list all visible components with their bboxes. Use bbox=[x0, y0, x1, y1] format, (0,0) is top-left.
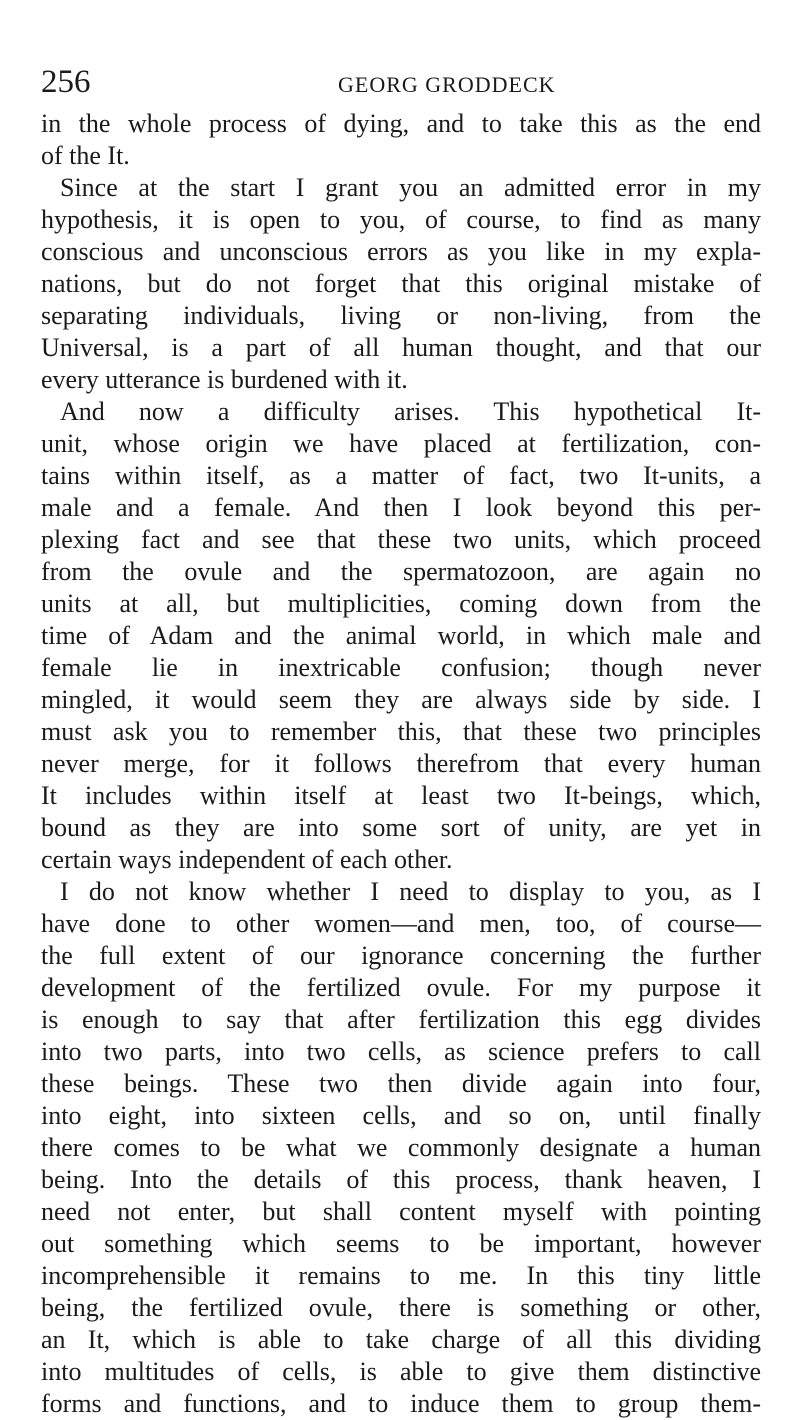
text-line: into multitudes of cells, is able to give them distinctive bbox=[41, 1357, 761, 1386]
text-line: of the It. bbox=[41, 141, 130, 170]
text-line: nations, but do not forget that this original mistake of bbox=[41, 269, 761, 298]
text-line: separating individuals, living or non-living, from the bbox=[41, 301, 761, 330]
body-text bbox=[41, 108, 761, 1420]
text-line: out something which seems to be important, however bbox=[41, 1229, 761, 1258]
text-line: need not enter, but shall content myself with pointing bbox=[41, 1197, 761, 1226]
text-line: incomprehensible it remains to me. In this tiny little bbox=[41, 1261, 761, 1290]
paragraph-start-line: And now a difficulty arises. This hypothetical It- bbox=[60, 397, 761, 426]
text-line: being. Into the details of this process, thank heaven, I bbox=[41, 1165, 761, 1194]
text-line: into eight, into sixteen cells, and so on, until finally bbox=[41, 1101, 761, 1130]
text-line: from the ovule and the spermatozoon, are again no bbox=[41, 557, 761, 586]
text-line: every utterance is burdened with it. bbox=[41, 365, 408, 394]
text-line: unit, whose origin we have placed at fertilization, con- bbox=[41, 429, 761, 458]
text-line: plexing fact and see that these two units, which proceed bbox=[41, 525, 761, 554]
text-line: forms and functions, and to induce them to group them- bbox=[41, 1389, 761, 1418]
text-line: mingled, it would seem they are always side by side. I bbox=[41, 685, 761, 714]
text-line: in the whole process of dying, and to take this as the end bbox=[41, 109, 761, 138]
text-line: the full extent of our ignorance concerning the further bbox=[41, 941, 761, 970]
paragraph-start-line: I do not know whether I need to display to you, as I bbox=[60, 877, 761, 906]
page-number: 256 bbox=[41, 64, 91, 100]
text-line: It includes within itself at least two It-beings, which, bbox=[41, 781, 761, 810]
text-line: have done to other women—and men, too, of course— bbox=[41, 909, 761, 938]
text-line: being, the fertilized ovule, there is something or other, bbox=[41, 1293, 761, 1322]
text-line: never merge, for it follows therefrom that every human bbox=[41, 749, 761, 778]
text-line: female lie in inextricable confusion; though never bbox=[41, 653, 761, 682]
text-line: male and a female. And then I look beyond this per- bbox=[41, 493, 761, 522]
text-line: these beings. These two then divide again into four, bbox=[41, 1069, 761, 1098]
text-line: into two parts, into two cells, as science prefers to call bbox=[41, 1037, 761, 1066]
text-line: conscious and unconscious errors as you like in my expla- bbox=[41, 237, 761, 266]
text-line: tains within itself, as a matter of fact, two It-units, a bbox=[41, 461, 761, 490]
text-line: hypothesis, it is open to you, of course, to find as many bbox=[41, 205, 761, 234]
text-line: time of Adam and the animal world, in which male and bbox=[41, 621, 761, 650]
text-line: an It, which is able to take charge of all this dividing bbox=[41, 1325, 761, 1354]
text-line: Universal, is a part of all human thought, and that our bbox=[41, 333, 761, 362]
text-line: is enough to say that after fertilization this egg divides bbox=[41, 1005, 761, 1034]
running-title: GEORG GRODDECK bbox=[338, 72, 556, 97]
running-head bbox=[41, 62, 761, 102]
text-line: must ask you to remember this, that these two principles bbox=[41, 717, 761, 746]
text-line: bound as they are into some sort of unity, are yet in bbox=[41, 813, 761, 842]
text-line: units at all, but multiplicities, coming down from the bbox=[41, 589, 761, 618]
text-line: development of the fertilized ovule. For my purpose it bbox=[41, 973, 761, 1002]
paragraph-start-line: Since at the start I grant you an admitted error in my bbox=[60, 173, 761, 202]
text-line: certain ways independent of each other. bbox=[41, 845, 453, 874]
text-line: there comes to be what we commonly designate a human bbox=[41, 1133, 761, 1162]
